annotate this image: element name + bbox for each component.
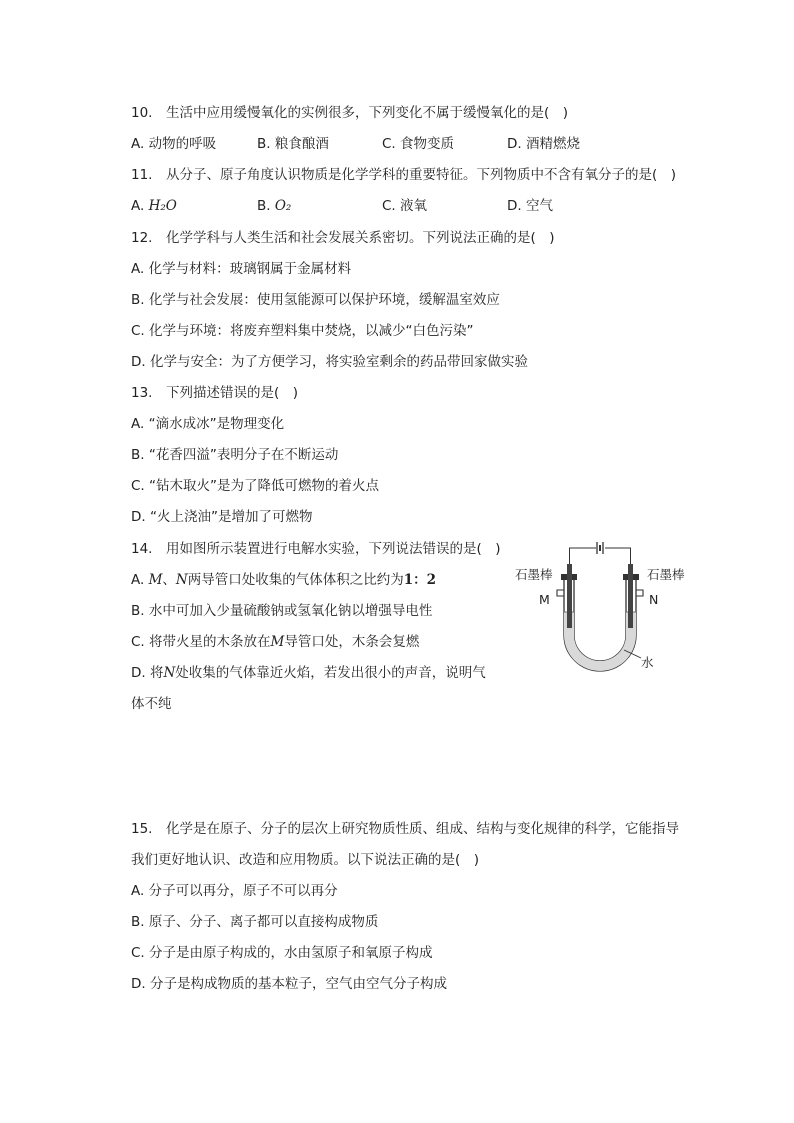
q15-stem-line1: 15. 化学是在原子、分子的层次上研究物质性质、组成、结构与变化规律的科学，它能指导 (131, 821, 679, 837)
q12-stem: 12. 化学学科与人类生活和社会发展关系密切。下列说法正确的是( ) (131, 230, 555, 246)
right-rod-label: 石墨棒 (647, 567, 685, 582)
left-rod-label: 石墨棒 (515, 567, 553, 582)
q14-option-d-text: 处收集的气体靠近火焰，若发出很小的声音，说明气 (175, 665, 486, 681)
q11-option-a-formula: H₂O (148, 198, 177, 214)
q12-option-a: A. 化学与材料：玻璃钢属于金属材料 (131, 261, 352, 277)
q10-option-a: A. 动物的呼吸 (131, 136, 217, 152)
q15-option-d: D. 分子是构成物质的基本粒子，空气由空气分子构成 (131, 976, 447, 992)
q14-option-c-text: 导管口处，木条会复燃 (284, 634, 420, 650)
m-side-tube (557, 590, 564, 596)
q14-option-d-n: N (163, 665, 176, 681)
q14-option-d (131, 664, 486, 682)
n-label: N (649, 592, 659, 607)
q10-stem: 10. 生活中应用缓慢氧化的实例很多，下列变化不属于缓慢氧化的是( ) (131, 105, 569, 121)
q11-stem: 11. 从分子、原子角度认识物质是化学学科的重要特征。下列物质中不含有氧分子的是( ) (131, 167, 677, 183)
q13-option-d: D. “火上浇油”是增加了可燃物 (131, 509, 313, 525)
q14-option-a-sep: 、 (162, 572, 176, 588)
q13-option-b: B. “花香四溢”表明分子在不断运动 (131, 447, 339, 463)
q12-option-c: C. 化学与环境：将废弃塑料集中焚烧，以减少“白色污染” (131, 323, 474, 339)
q13-option-c: C. “钻木取火”是为了降低可燃物的着火点 (131, 478, 379, 494)
q14-option-c-m: M (270, 634, 285, 650)
q14-option-d-continued: 体不纯 (131, 696, 172, 712)
q14-option-d-prefix: D. 将 (131, 665, 164, 681)
q11-option-b (257, 197, 291, 215)
q15-option-c: C. 分子是由原子构成的，水由氢原子和氧原子构成 (131, 945, 433, 961)
q14-option-a-ratio: 1：2 (403, 572, 437, 588)
n-side-tube (636, 590, 643, 596)
q12-option-d: D. 化学与安全：为了方便学习，将实验室剩余的药品带回家做实验 (131, 354, 528, 370)
q11-option-a (131, 197, 177, 215)
water-fill (564, 612, 636, 671)
q15-option-b: B. 原子、分子、离子都可以直接构成物质 (131, 914, 379, 930)
water-label: 水 (641, 655, 654, 670)
q14-stem: 14. 用如图所示装置进行电解水实验，下列说法错误的是( ) (131, 541, 501, 557)
q10-option-c: C. 食物变质 (382, 136, 455, 152)
q11-option-c: C. 液氧 (382, 198, 428, 214)
q14-option-a-prefix: A. (131, 572, 149, 588)
q15-option-a: A. 分子可以再分，原子不可以再分 (131, 883, 338, 899)
q14-option-c-prefix: C. 将带火星的木条放在 (131, 634, 271, 650)
q15-stem-line2: 我们更好地认识、改造和应用物质。以下说法正确的是( ) (131, 852, 480, 868)
q11-option-d: D. 空气 (507, 198, 553, 214)
q11-option-b-formula: O₂ (274, 198, 292, 214)
electrolysis-apparatus-figure (512, 540, 712, 675)
m-label: M (539, 592, 550, 607)
q14-option-a-m: M (148, 572, 163, 588)
q13-option-a: A. “滴水成冰”是物理变化 (131, 416, 285, 432)
q10-option-d: D. 酒精燃烧 (507, 136, 580, 152)
q14-option-a (131, 571, 436, 589)
q10-option-b: B. 粮食酿酒 (257, 136, 329, 152)
q13-stem: 13. 下列描述错误的是( ) (131, 385, 299, 401)
q14-option-a-n: N (175, 572, 188, 588)
q11-option-b-prefix: B. (257, 198, 275, 214)
left-graphite-rod (567, 564, 572, 628)
battery-circuit (570, 542, 631, 564)
q14-option-b: B. 水中可加入少量硫酸钠或氢氧化钠以增强导电性 (131, 603, 433, 619)
q12-option-b: B. 化学与社会发展：使用氢能源可以保护环境，缓解温室效应 (131, 292, 500, 308)
q14-option-a-text: 两导管口处收集的气体体积之比约为 (187, 572, 404, 588)
right-graphite-rod (628, 564, 633, 628)
q11-option-a-prefix: A. (131, 198, 149, 214)
u-tube (564, 580, 636, 671)
q14-option-c (131, 633, 419, 651)
